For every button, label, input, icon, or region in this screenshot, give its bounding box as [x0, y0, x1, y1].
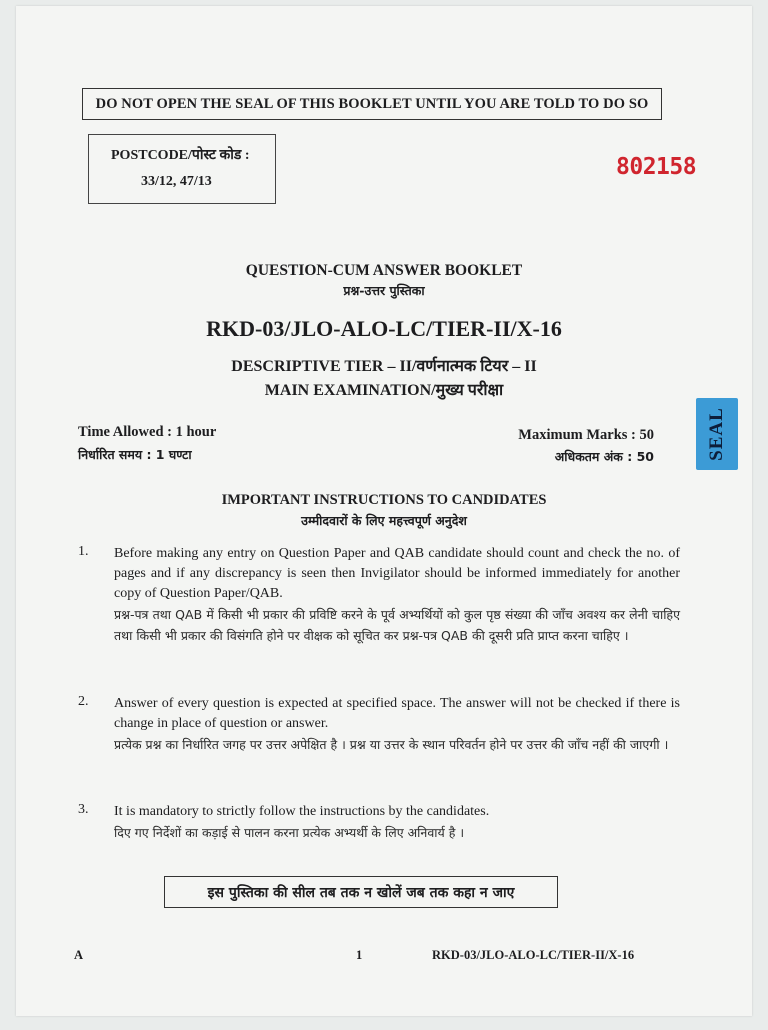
postcode-value: 33/12, 47/13 — [141, 174, 212, 189]
instruction-text-hindi: प्रत्येक प्रश्न का निर्धारित जगह पर उत्तर अपेक्षित है । प्रश्न या उत्तर के स्थान परिवर्तन होने पर उत्तर की जाँच नहीं की जाएगी । — [114, 737, 669, 752]
instructions-title: IMPORTANT INSTRUCTIONS TO CANDIDATES — [221, 492, 547, 508]
instruction-text-english: It is mandatory to strictly follow the instructions by the candidates. — [114, 804, 490, 819]
serial-number: 802158 — [616, 154, 697, 180]
booklet-title: QUESTION-CUM ANSWER BOOKLET — [245, 262, 523, 279]
maximum-marks-hindi: अधिकतम अंक : 50 — [554, 449, 654, 464]
maximum-marks: Maximum Marks : 50 — [518, 427, 654, 443]
postcode-box — [88, 134, 276, 204]
instruction-number: 3. — [78, 802, 89, 817]
instruction-body — [114, 802, 680, 843]
footer-series: A — [74, 948, 84, 962]
seal-notice-text: DO NOT OPEN THE SEAL OF THIS BOOKLET UNTIL YOU ARE TOLD TO DO SO — [95, 95, 649, 112]
footer-code: RKD-03/JLO-ALO-LC/TIER-II/X-16 — [432, 948, 635, 962]
postcode-label: POSTCODE/पोस्ट कोड : — [111, 148, 250, 163]
tier-title: DESCRIPTIVE TIER – II/वर्णनात्मक टियर – II — [231, 358, 537, 375]
instruction-text-hindi: प्रश्न-पत्र तथा QAB में किसी भी प्रकार की प्रविष्टि करने के पूर्व अभ्यर्थियों को कुल पृष्ठ संख्या की जाँच अवश्य कर लेनी चाहिए तथा किसी भी प्रकार की विसंगति होने पर वीक्षक को सूचित कर प्रश्न-पत्र QAB की दूसरी प्रति प्राप्त करना चाहिए । — [114, 607, 680, 643]
hindi-seal-notice-text: इस पुस्तिका की सील तब तक न खोलें जब तक कहा न जाए — [207, 884, 515, 901]
instruction-text-english: Answer of every question is expected at specified space. The answer will not be checked if there is change in place of question or answer. — [114, 696, 680, 731]
booklet-cover-page — [16, 6, 752, 1016]
booklet-title-hindi: प्रश्न-उत्तर पुस्तिका — [343, 283, 425, 298]
instruction-body — [114, 694, 680, 755]
footer-page-number: 1 — [356, 948, 363, 962]
instruction-number: 2. — [78, 694, 89, 709]
exam-code: RKD-03/JLO-ALO-LC/TIER-II/X-16 — [206, 316, 562, 341]
seal-tab-label: SEAL — [706, 407, 728, 461]
instruction-text-hindi: दिए गए निर्देशों का कड़ाई से पालन करना प्रत्येक अभ्यर्थी के लिए अनिवार्य है । — [114, 825, 465, 840]
instruction-body — [114, 544, 680, 646]
seal-notice-banner — [82, 88, 662, 120]
time-allowed-hindi: निर्धारित समय : 1 घण्टा — [78, 447, 192, 462]
instructions-title-hindi: उम्मीदवारों के लिए महत्त्वपूर्ण अनुदेश — [301, 513, 467, 528]
seal-tab[interactable] — [696, 398, 738, 470]
time-allowed: Time Allowed : 1 hour — [78, 424, 217, 440]
hindi-seal-notice-banner — [164, 876, 558, 908]
instruction-text-english: Before making any entry on Question Paper and QAB candidate should count and check the no. of pages and if any discrepancy is seen then Invigilator should be informed immediately for another copy of Question Paper/QAB. — [114, 546, 680, 601]
main-exam-title: MAIN EXAMINATION/मुख्य परीक्षा — [264, 382, 504, 399]
instruction-number: 1. — [78, 544, 89, 559]
